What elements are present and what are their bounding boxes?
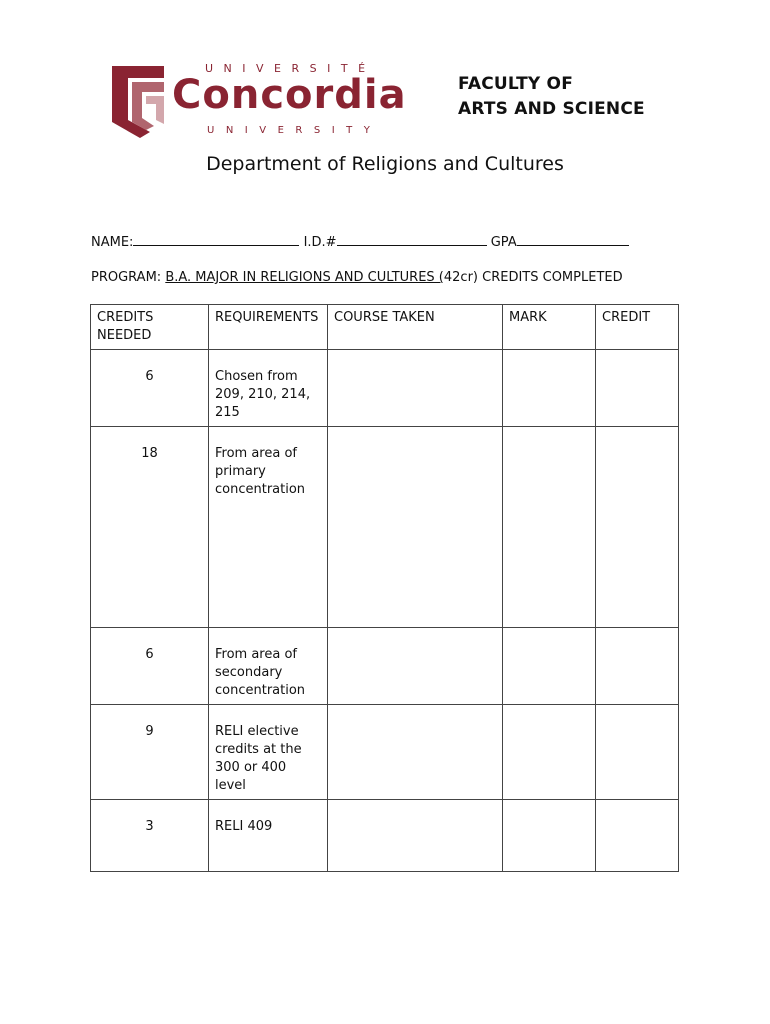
credits-completed-label: CREDITS COMPLETED bbox=[482, 270, 623, 285]
credits-cell: 6 bbox=[91, 628, 209, 705]
course-taken-cell[interactable] bbox=[328, 427, 503, 628]
requirement-cell: Chosen from 209, 210, 214, 215 bbox=[209, 350, 328, 427]
name-field[interactable] bbox=[133, 233, 299, 246]
credit-cell[interactable] bbox=[596, 350, 679, 427]
table-header-row bbox=[91, 305, 679, 350]
faculty-line-2: ARTS AND SCIENCE bbox=[458, 99, 645, 119]
credits-cell: 3 bbox=[91, 800, 209, 872]
name-label: NAME: bbox=[91, 235, 134, 250]
concordia-logo-icon bbox=[110, 62, 166, 140]
header-credits-needed: CREDITS NEEDED bbox=[91, 305, 209, 350]
mark-cell[interactable] bbox=[503, 800, 596, 872]
table-row bbox=[91, 705, 679, 800]
logo-top-text: UNIVERSITÉ bbox=[205, 62, 376, 75]
mark-cell[interactable] bbox=[503, 705, 596, 800]
id-label: I.D.# bbox=[303, 235, 337, 250]
credit-cell[interactable] bbox=[596, 628, 679, 705]
header-course-taken: COURSE TAKEN bbox=[328, 305, 503, 350]
mark-cell[interactable] bbox=[503, 350, 596, 427]
header-requirements: REQUIREMENTS bbox=[209, 305, 328, 350]
gpa-field[interactable] bbox=[517, 233, 629, 246]
credit-cell[interactable] bbox=[596, 705, 679, 800]
requirement-cell: From area of primary concentration bbox=[209, 427, 328, 628]
course-taken-cell[interactable] bbox=[328, 800, 503, 872]
course-taken-cell[interactable] bbox=[328, 350, 503, 427]
credits-cell: 18 bbox=[91, 427, 209, 628]
logo-wordmark: Concordia bbox=[172, 72, 407, 118]
course-taken-cell[interactable] bbox=[328, 628, 503, 705]
gpa-label: GPA bbox=[490, 235, 517, 250]
department-title: Department of Religions and Cultures bbox=[206, 153, 564, 175]
program-name: B.A. MAJOR IN RELIGIONS AND CULTURES ( bbox=[165, 270, 444, 285]
requirement-cell: RELI 409 bbox=[209, 800, 328, 872]
credit-cell[interactable] bbox=[596, 800, 679, 872]
program-line bbox=[91, 270, 623, 285]
id-field[interactable] bbox=[337, 233, 487, 246]
credit-cell[interactable] bbox=[596, 427, 679, 628]
credits-cell: 9 bbox=[91, 705, 209, 800]
student-info-line bbox=[91, 233, 629, 250]
requirements-table bbox=[90, 304, 679, 872]
faculty-line-1: FACULTY OF bbox=[458, 74, 574, 94]
mark-cell[interactable] bbox=[503, 427, 596, 628]
program-credits: 42cr) bbox=[443, 270, 478, 285]
mark-cell[interactable] bbox=[503, 628, 596, 705]
table-row bbox=[91, 800, 679, 872]
letterhead bbox=[0, 0, 770, 150]
credits-cell: 6 bbox=[91, 350, 209, 427]
logo-bottom-text: UNIVERSITY bbox=[207, 125, 382, 136]
table-row bbox=[91, 628, 679, 705]
header-mark: MARK bbox=[503, 305, 596, 350]
requirement-cell: RELI elective credits at the 300 or 400 level bbox=[209, 705, 328, 800]
program-label: PROGRAM: bbox=[91, 270, 166, 285]
header-credit: CREDIT bbox=[596, 305, 679, 350]
course-taken-cell[interactable] bbox=[328, 705, 503, 800]
table-row bbox=[91, 350, 679, 427]
requirement-cell: From area of secondary concentration bbox=[209, 628, 328, 705]
faculty-name bbox=[458, 72, 645, 122]
table-row bbox=[91, 427, 679, 628]
